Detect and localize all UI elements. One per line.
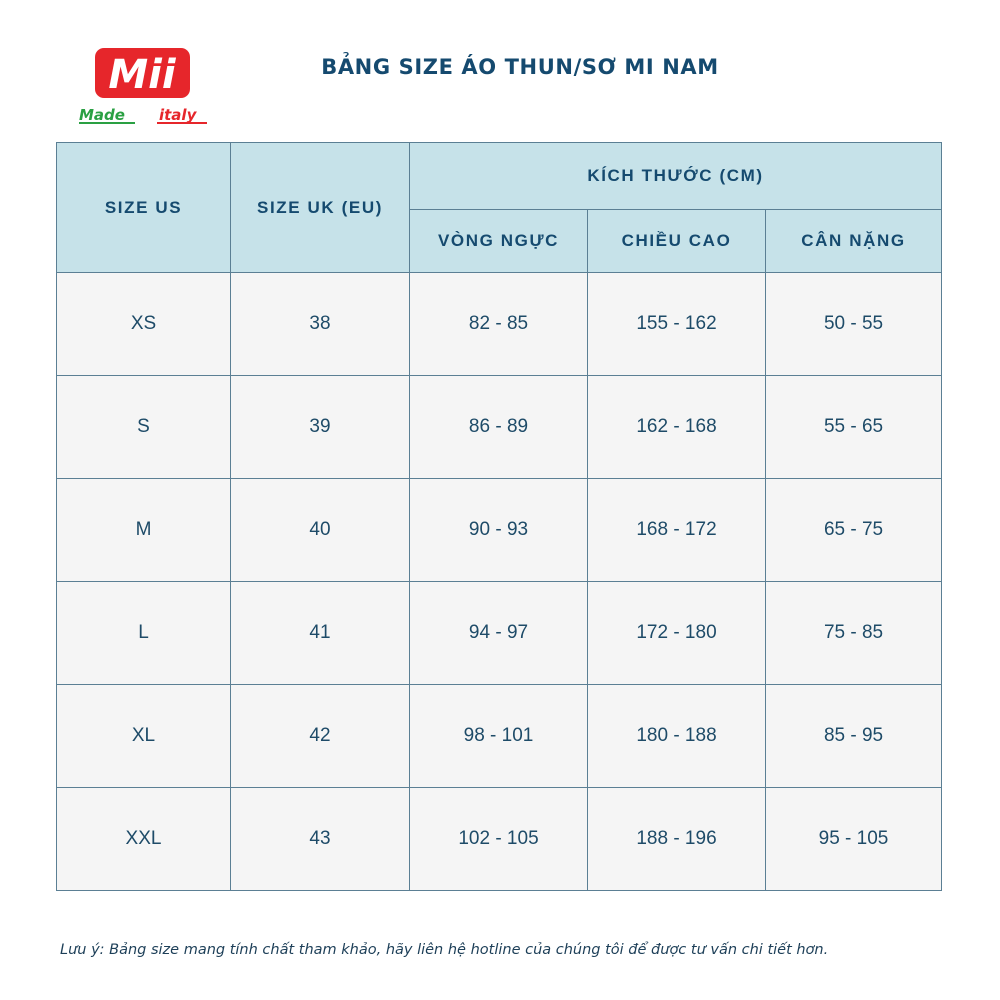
cell-size-us: XL — [57, 685, 231, 788]
logo-made-text: Made — [79, 106, 125, 124]
header-size-uk: SIZE UK (EU) — [231, 143, 410, 273]
cell-size-us: XXL — [57, 788, 231, 891]
header-chest: VÒNG NGỰC — [410, 210, 588, 273]
cell-height: 168 - 172 — [588, 479, 766, 582]
cell-weight: 55 - 65 — [766, 376, 942, 479]
cell-size-uk: 38 — [231, 273, 410, 376]
cell-chest: 86 - 89 — [410, 376, 588, 479]
header-height: CHIỀU CAO — [588, 210, 766, 273]
cell-weight: 85 - 95 — [766, 685, 942, 788]
header-weight: CÂN NẶNG — [766, 210, 942, 273]
table-row — [57, 788, 942, 891]
cell-chest: 94 - 97 — [410, 582, 588, 685]
cell-weight: 75 - 85 — [766, 582, 942, 685]
cell-height: 162 - 168 — [588, 376, 766, 479]
logo-italy-text: italy — [159, 106, 197, 124]
table-row — [57, 685, 942, 788]
cell-height: 155 - 162 — [588, 273, 766, 376]
cell-size-us: XS — [57, 273, 231, 376]
table-row — [57, 582, 942, 685]
cell-chest: 102 - 105 — [410, 788, 588, 891]
cell-size-us: S — [57, 376, 231, 479]
cell-size-uk: 41 — [231, 582, 410, 685]
header-size-us: SIZE US — [57, 143, 231, 273]
cell-size-uk: 43 — [231, 788, 410, 891]
cell-chest: 98 - 101 — [410, 685, 588, 788]
table-row — [57, 479, 942, 582]
disclaimer-note: Lưu ý: Bảng size mang tính chất tham khảo, hãy liên hệ hotline của chúng tôi để được tư vấn chi tiết hơn. — [60, 942, 829, 958]
cell-height: 180 - 188 — [588, 685, 766, 788]
size-chart-table — [56, 142, 942, 891]
cell-height: 172 - 180 — [588, 582, 766, 685]
cell-weight: 65 - 75 — [766, 479, 942, 582]
cell-size-uk: 40 — [231, 479, 410, 582]
cell-size-uk: 42 — [231, 685, 410, 788]
cell-weight: 50 - 55 — [766, 273, 942, 376]
cell-weight: 95 - 105 — [766, 788, 942, 891]
cell-size-us: L — [57, 582, 231, 685]
table-row — [57, 376, 942, 479]
logo-mark-text: Mii — [108, 52, 176, 98]
table-row — [57, 273, 942, 376]
cell-size-uk: 39 — [231, 376, 410, 479]
page-title: BẢNG SIZE ÁO THUN/SƠ MI NAM — [321, 55, 719, 79]
cell-chest: 82 - 85 — [410, 273, 588, 376]
cell-height: 188 - 196 — [588, 788, 766, 891]
cell-size-us: M — [57, 479, 231, 582]
cell-chest: 90 - 93 — [410, 479, 588, 582]
brand-logo — [77, 46, 209, 126]
header-dimensions: KÍCH THƯỚC (CM) — [410, 143, 942, 210]
